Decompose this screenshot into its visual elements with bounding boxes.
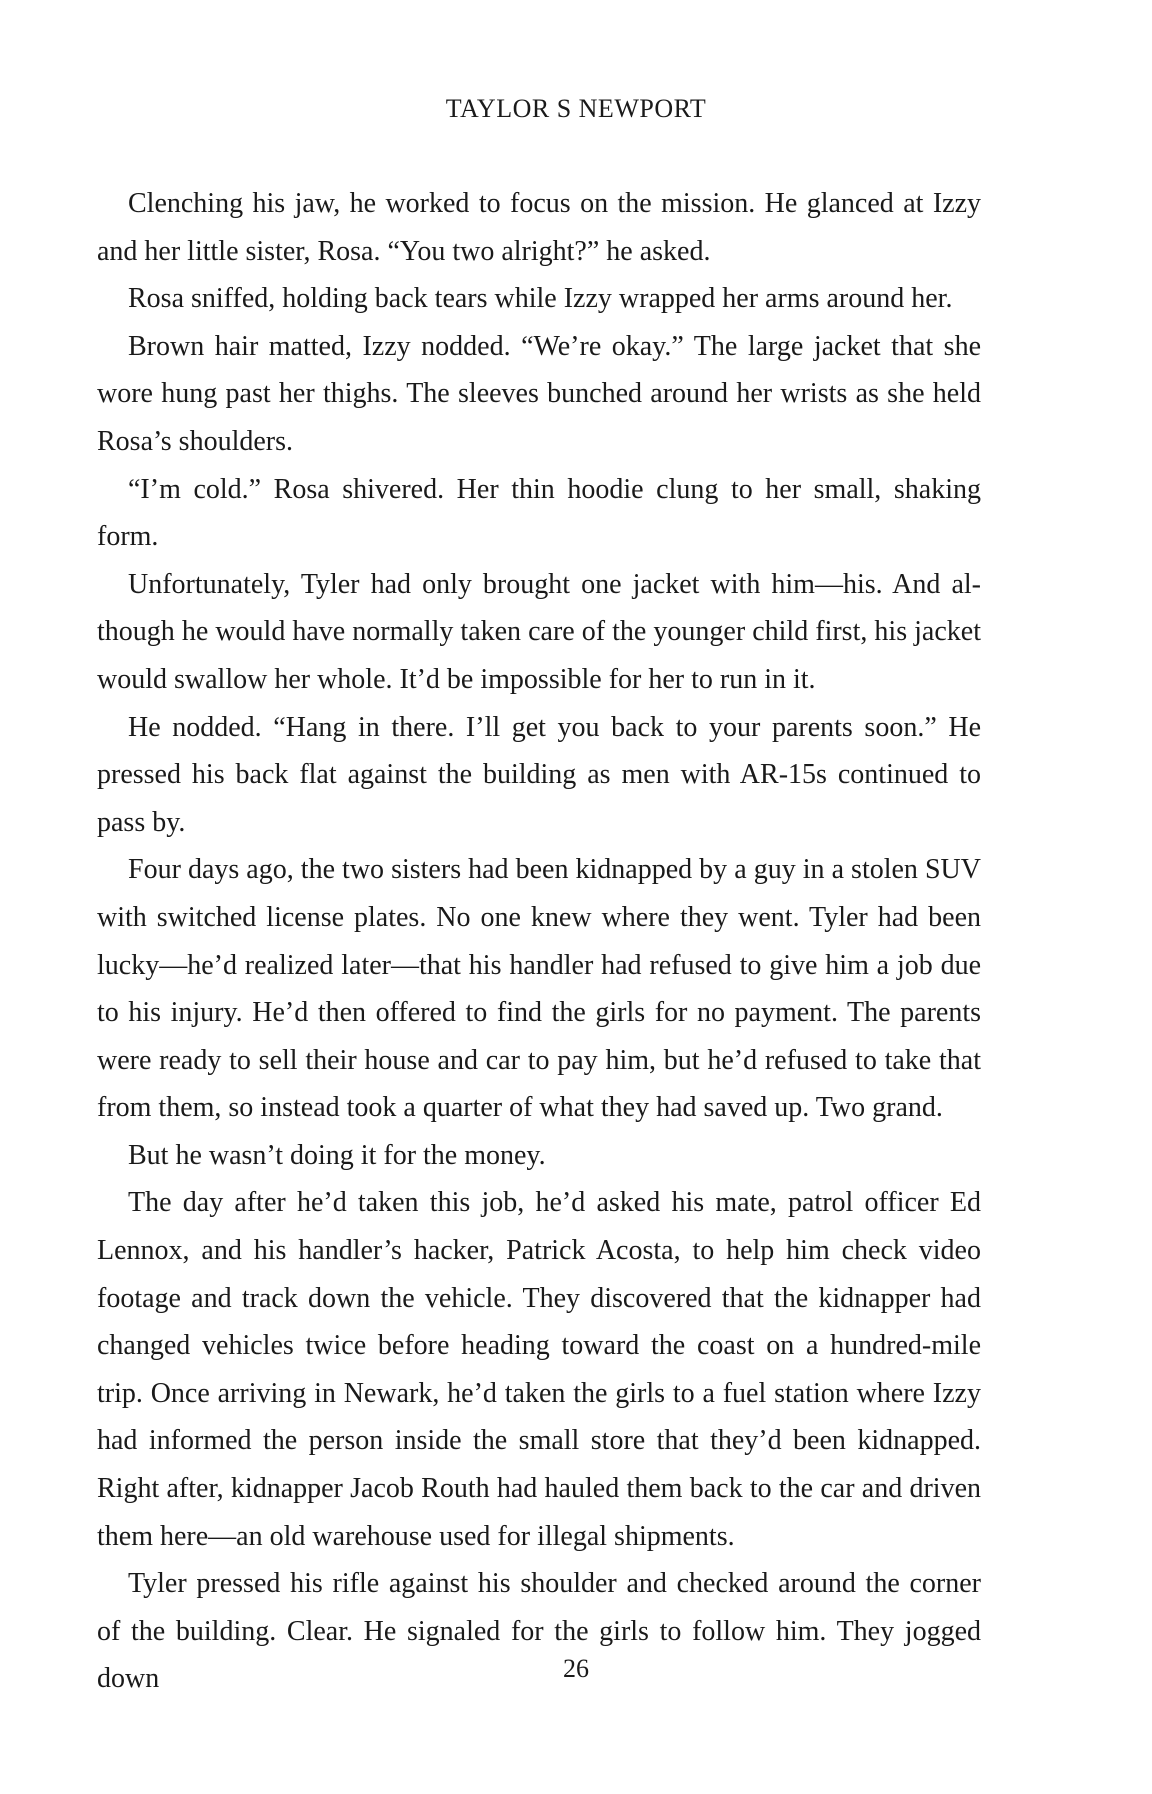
paragraph: Unfortunately, Tyler had only brought one jacket with him—his. And although he would have normally taken care of the younger child first, his jacket would swallow her whole. It’d be impossible for her to run in it. — [97, 568, 981, 695]
paragraph: But he wasn’t doing it for the money. — [128, 1139, 546, 1171]
page-number: 26 — [563, 1654, 589, 1683]
paragraph: Tyler pressed his rifle against his shoulder and checked around the corner of the building. Clear. He signaled for the girls to follow him. They jogged down — [97, 1568, 981, 1695]
paragraph: He nodded. “Hang in there. I’ll get you back to your parents soon.” He pressed his back flat against the building as men with AR-15s continued to pass by. — [97, 711, 981, 838]
paragraph: Rosa sniffed, holding back tears while Izzy wrapped her arms around her. — [128, 283, 953, 315]
paragraph: Four days ago, the two sisters had been kidnapped by a guy in a stolen SUV with switched license plates. No one knew where they went. Tyler had been lucky—he’d realized later—that his handler had refused to give him a job due to his injury. He’d then offered to find the girls for no payment. The parents were ready to sell their house and car to pay him, but he’d refused to take that from them, so instead took a quarter of what they had saved up. Two grand. — [97, 854, 981, 1124]
paragraph: “I’m cold.” Rosa shivered. Her thin hoodie clung to her small, shaking form. — [97, 473, 981, 553]
running-header: TAYLOR S NEWPORT — [445, 94, 707, 123]
body-text — [97, 180, 981, 1703]
paragraph: Brown hair matted, Izzy nodded. “We’re okay.” The large jacket that she wore hung past her thighs. The sleeves bunched around her wrists as she held Rosa’s shoulders. — [97, 330, 981, 457]
paragraph: The day after he’d taken this job, he’d asked his mate, patrol officer Ed Lennox, and his handler’s hacker, Patrick Acosta, to help him check video footage and track down the vehicle. They discovered that the kidnapper had changed vehicles twice before heading toward the coast on a hundred-mile trip. Once arriving in Newark, he’d taken the girls to a fuel station where Izzy had informed the person inside the small store that they’d been kidnapped. Right after, kidnapper Jacob Routh had hauled them back to the car and driven them here—an old warehouse used for illegal shipments. — [97, 1187, 981, 1552]
paragraph: Clenching his jaw, he worked to focus on the mission. He glanced at Izzy and her little sister, Rosa. “You two alright?” he asked. — [97, 188, 981, 267]
